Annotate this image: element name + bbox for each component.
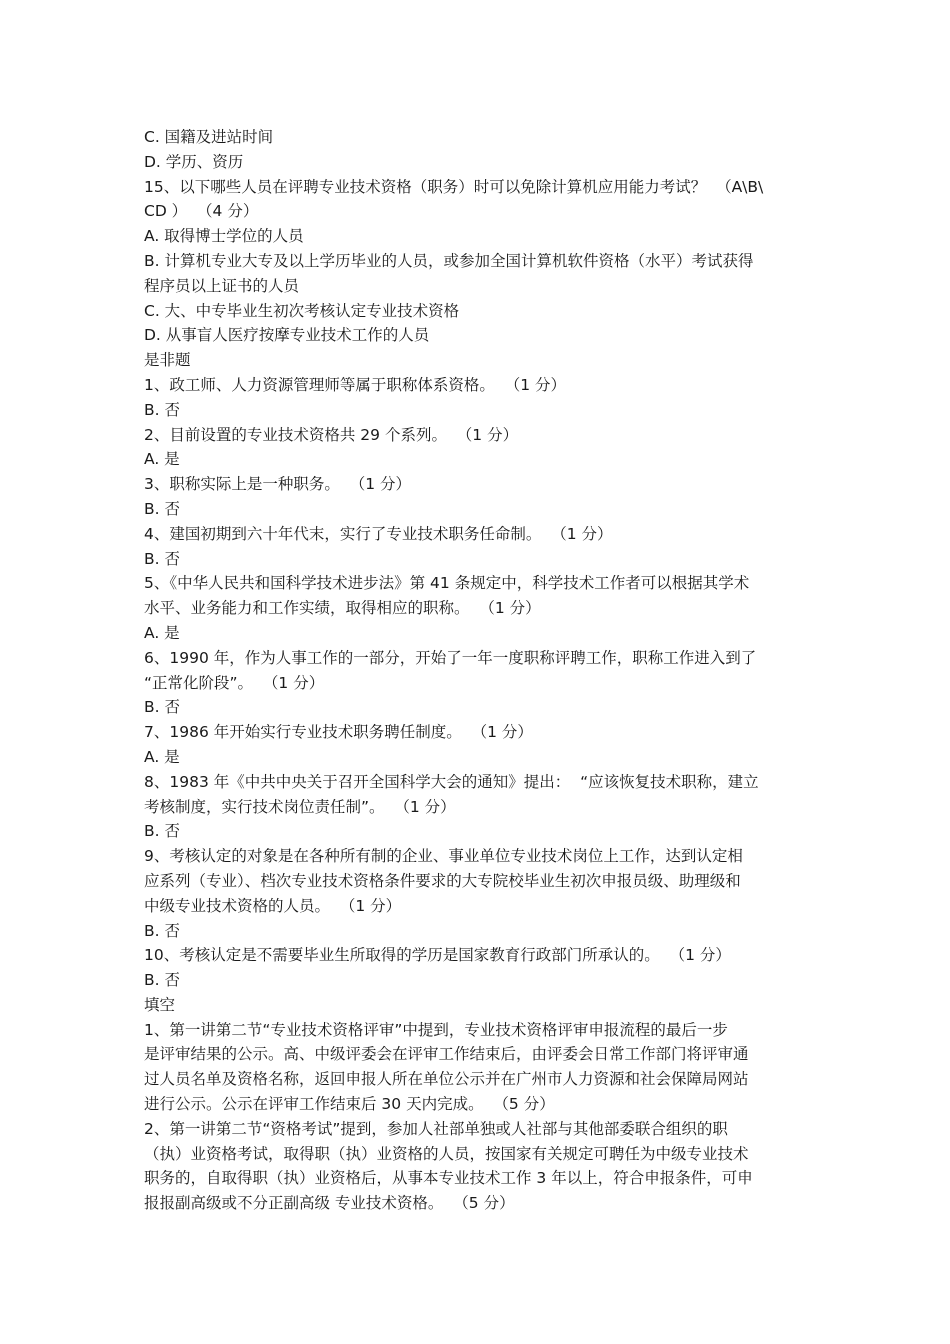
text-line: 15、以下哪些人员在评聘专业技术资格（职务）时可以免除计算机应用能力考试？ （A\B\ <box>144 177 764 196</box>
text-line: 2、目前设置的专业技术资格共 29 个系列。 （1 分） <box>144 425 519 444</box>
text-line: B. 否 <box>144 499 180 518</box>
text-line: 2、第一讲第二节“资格考试”提到，参加人社部单独或人社部与其他部委联合组织的职 <box>144 1119 728 1138</box>
text-line: 报报副高级或不分正副高级 专业技术资格。 （5 分） <box>144 1194 515 1213</box>
text-line: 程序员以上证书的人员 <box>144 276 300 295</box>
text-line: 过人员名单及资格名称，返回申报人所在单位公示并在广州市人力资源和社会保障局网站 <box>144 1070 749 1089</box>
text-line: B. 否 <box>144 971 180 990</box>
text-line: 填空 <box>144 995 176 1014</box>
text-line: D. 学历、资历 <box>144 152 244 171</box>
text-line: 7、1986 年开始实行专业技术职务聘任制度。 （1 分） <box>144 723 533 742</box>
text-line: 是评审结果的公示。高、中级评委会在评审工作结束后，由评委会日常工作部门将评审通 <box>144 1045 749 1064</box>
text-line: 10、考核认定是不需要毕业生所取得的学历是国家教育行政部门所承认的。 （1 分） <box>144 946 731 965</box>
text-line: C. 大、中专毕业生初次考核认定专业技术资格 <box>144 301 460 320</box>
text-line: B. 否 <box>144 822 180 841</box>
text-line: （执）业资格考试，取得职（执）业资格的人员，按国家有关规定可聘任为中级专业技术 <box>144 1144 749 1163</box>
text-line: B. 否 <box>144 549 180 568</box>
text-line: D. 从事盲人医疗按摩专业技术工作的人员 <box>144 326 430 345</box>
text-line: 3、职称实际上是一种职务。 （1 分） <box>144 475 412 494</box>
text-line: 职务的，自取得职（执）业资格后，从事本专业技术工作 3 年以上，符合申报条件，可申 <box>144 1169 753 1188</box>
text-line: A. 是 <box>144 623 180 642</box>
text-line: 1、政工师、人力资源管理师等属于职称体系资格。 （1 分） <box>144 375 567 394</box>
text-line: B. 否 <box>144 921 180 940</box>
text-line: B. 计算机专业大专及以上学历毕业的人员，或参加全国计算机软件资格（水平）考试获得 <box>144 251 754 270</box>
text-line: 应系列（专业）、档次专业技术资格条件要求的大专院校毕业生初次申报员级、助理级和 <box>144 871 741 890</box>
text-line: 6、1990 年，作为人事工作的一部分，开始了一年一度职称评聘工作，职称工作进入到了 <box>144 648 757 667</box>
text-line: 是非题 <box>144 351 191 370</box>
text-line: 5、《中华人民共和国科学技术进步法》第 41 条规定中，科学技术工作者可以根据其学术 <box>144 574 750 593</box>
text-line: 8、1983 年《中共中央关于召开全国科学大会的通知》提出： “应该恢复技术职称，建立 <box>144 772 759 791</box>
text-line: A. 是 <box>144 450 180 469</box>
text-line: A. 是 <box>144 747 180 766</box>
text-line: C. 国籍及进站时间 <box>144 128 274 146</box>
text-line: 考核制度，实行技术岗位责任制”。 （1 分） <box>144 797 456 816</box>
document-page <box>144 125 808 1216</box>
text-line: 9、考核认定的对象是在各种所有制的企业、事业单位专业技术岗位上工作，达到认定相 <box>144 847 743 866</box>
text-line: CD ） （4 分） <box>144 202 259 221</box>
text-line: 1、第一讲第二节“专业技术资格评审”中提到，专业技术资格评审申报流程的最后一步 <box>144 1020 728 1039</box>
text-line: 4、建国初期到六十年代末，实行了专业技术职务任命制。 （1 分） <box>144 524 613 543</box>
text-line: A. 取得博士学位的人员 <box>144 227 304 246</box>
text-line: B. 否 <box>144 698 180 717</box>
text-line: 水平、业务能力和工作实绩，取得相应的职称。 （1 分） <box>144 599 541 618</box>
text-line: 中级专业技术资格的人员。 （1 分） <box>144 896 402 915</box>
text-line: B. 否 <box>144 400 180 419</box>
text-line: 进行公示。公示在评审工作结束后 30 天内完成。 （5 分） <box>144 1095 555 1114</box>
text-line: “正常化阶段”。 （1 分） <box>144 673 325 692</box>
